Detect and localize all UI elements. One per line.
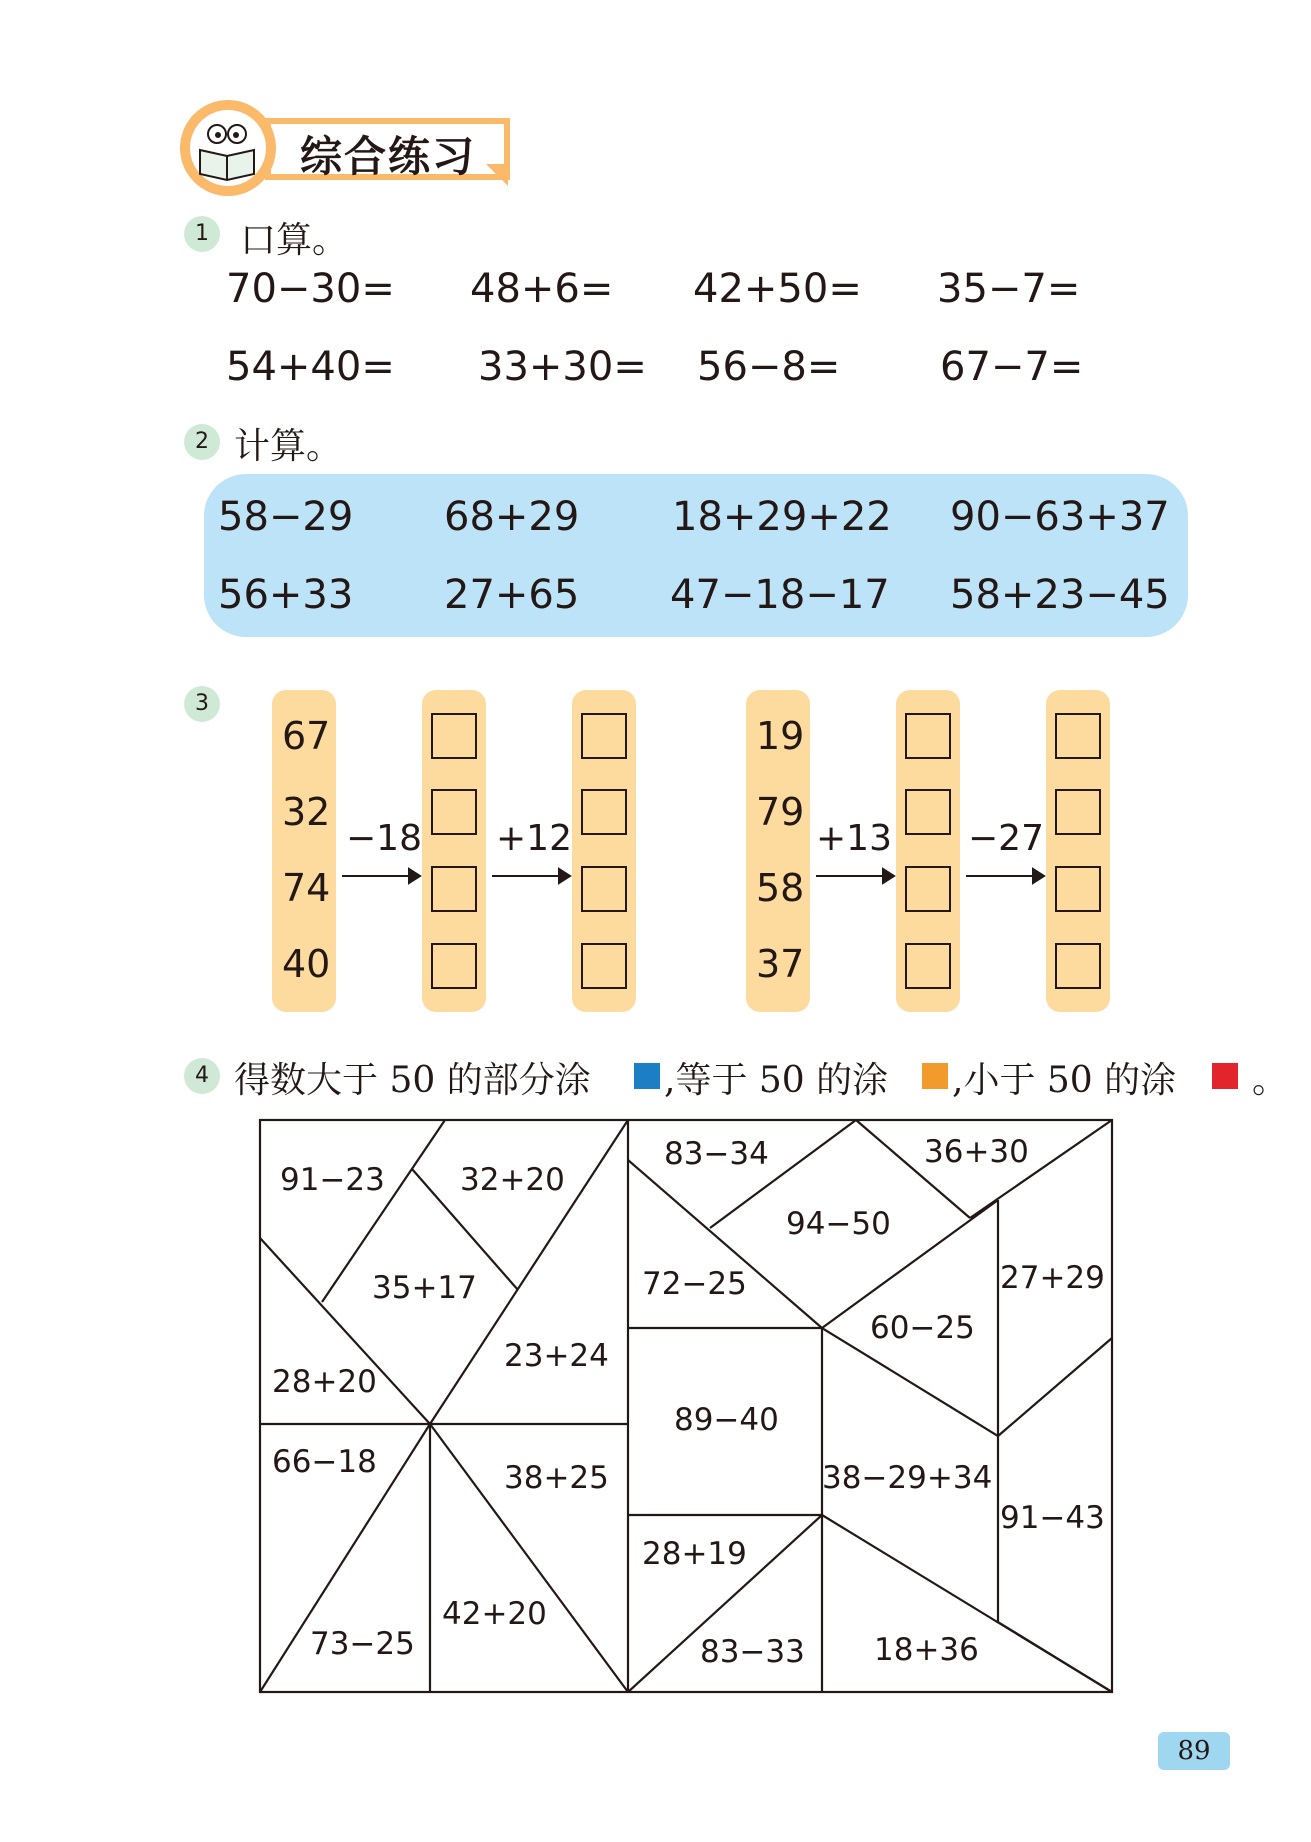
q2-title: 计算。 [234,426,343,467]
q1-title: 口算。 [240,220,349,261]
operation-label: +12 [496,818,572,859]
puzzle-cell: 60−25 [870,1310,975,1346]
puzzle-cell: 83−33 [700,1634,805,1670]
question-number-2: 2 [184,424,220,460]
q4-instruction: ,小于 50 的涂 [952,1060,1177,1101]
page-title: 综合练习 [300,132,477,181]
start-value: 67 [282,714,331,758]
question-number-4: 4 [184,1058,220,1094]
puzzle-cell: 28+20 [272,1364,377,1400]
puzzle-cell: 38+25 [504,1460,609,1496]
operation-label: −27 [968,818,1044,859]
puzzle-cell: 73−25 [310,1626,415,1662]
puzzle-cell: 36+30 [924,1134,1029,1170]
puzzle-cell: 91−23 [280,1162,385,1198]
puzzle-cell: 89−40 [674,1402,779,1438]
q1-expr: 48+6= [470,266,614,312]
q1-expr: 35−7= [937,266,1081,312]
q2-expr: 56+33 [218,572,354,618]
puzzle-cell: 91−43 [1000,1500,1105,1536]
q1-expr: 70−30= [226,266,395,312]
q1-expr: 67−7= [940,344,1084,390]
puzzle-cell: 66−18 [272,1444,377,1480]
question-number-3: 3 [184,686,220,722]
start-value: 79 [756,790,805,834]
q2-expr: 18+29+22 [672,494,892,540]
start-value: 37 [756,942,805,986]
puzzle-cell: 94−50 [786,1206,891,1242]
q2-expr: 27+65 [444,572,580,618]
start-value: 32 [282,790,331,834]
operation-label: +13 [816,818,892,859]
puzzle-cell: 27+29 [1000,1260,1105,1296]
puzzle-cell: 72−25 [642,1266,747,1302]
q1-expr: 56−8= [697,344,841,390]
q1-expr: 33+30= [478,344,647,390]
puzzle-cell: 28+19 [642,1536,747,1572]
puzzle-cell: 35+17 [372,1270,477,1306]
q1-expr: 54+40= [226,344,395,390]
q4-instruction: 。 [1252,1060,1289,1101]
q1-expr: 42+50= [693,266,862,312]
puzzle-cell: 42+20 [442,1596,547,1632]
puzzle-cell: 23+24 [504,1338,609,1374]
q2-expr: 90−63+37 [950,494,1170,540]
q2-expr: 58−29 [218,494,354,540]
question-number-1: 1 [184,216,220,252]
q4-instruction: 得数大于 50 的部分涂 [234,1060,591,1101]
start-value: 19 [756,714,805,758]
q2-expr: 47−18−17 [670,572,890,618]
start-value: 40 [282,942,331,986]
operation-label: −18 [346,818,422,859]
page-number: 89 [1158,1732,1230,1770]
puzzle-cell: 18+36 [874,1632,979,1668]
q4-instruction: ,等于 50 的涂 [664,1060,889,1101]
puzzle-cell: 38−29+34 [822,1460,993,1496]
puzzle-cell: 83−34 [664,1136,769,1172]
puzzle-cell: 32+20 [460,1162,565,1198]
start-value: 58 [756,866,805,910]
q2-expr: 58+23−45 [950,572,1170,618]
q2-expr: 68+29 [444,494,580,540]
start-value: 74 [282,866,331,910]
